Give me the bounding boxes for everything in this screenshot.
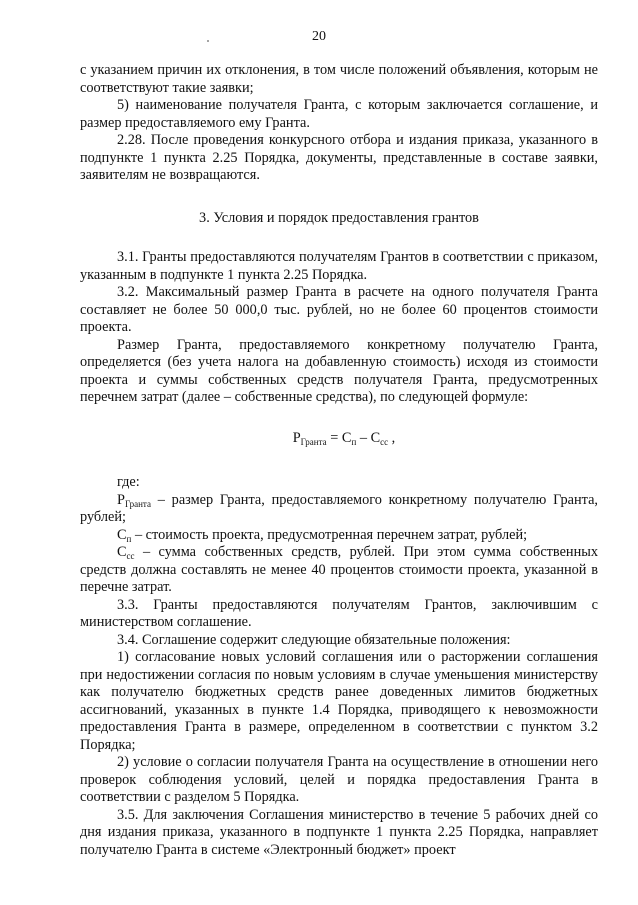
paragraph-grant-size: Размер Гранта, предоставляемого конкретному получателю Гранта, определяется (без учета налога на добавленную стоимость) исходя из стоимости проекта и суммы собственных средств получателя Гранта, предусмотренных перечнем затрат (далее – собственные средства), по следующей формуле: xyxy=(80,336,598,405)
paragraph-continuation: с указанием причин их отклонения, в том числе положений объявления, которым не соответствуют такие заявки; xyxy=(80,62,598,96)
paragraph-item-5: 5) наименование получателя Гранта, с которым заключается соглашение, и размер предоставляемого ему Гранта. xyxy=(80,97,598,131)
paragraph-3-5: 3.5. Для заключения Соглашения министерство в течение 5 рабочих дней со дня издания приказа, указанного в подпункте 1 пункта 2.25 Порядка, направляет получателю Гранта в системе «Электронный бюджет» проект xyxy=(80,806,598,858)
document-body xyxy=(80,62,598,859)
scan-speck xyxy=(207,40,209,42)
paragraph-3-3: 3.3. Гранты предоставляются получателям Грантов, заключившим с министерством соглашение. xyxy=(80,596,598,630)
paragraph-3-2: 3.2. Максимальный размер Гранта в расчете на одного получателя Гранта составляет не более 50 000,0 тыс. рублей, но не более 60 процентов стоимости проекта. xyxy=(80,284,598,335)
definition-own-funds: $С_{сс}$ – сумма собственных средств, рублей. При этом сумма собственных средств должна составлять не менее 40 процентов стоимости проекта, указанной в перечне затрат. xyxy=(80,544,598,595)
where-label: где: xyxy=(117,474,140,490)
definition-project-cost: $С_п$ – стоимость проекта, предусмотренная перечнем затрат, рублей; xyxy=(117,526,528,544)
section-heading: 3. Условия и порядок предоставления грантов xyxy=(199,209,479,226)
page-number: 20 xyxy=(312,29,326,44)
paragraph-3-1: 3.1. Гранты предоставляются получателям Грантов в соответствии с приказом, указанным в подпункте 1 пункта 2.25 Порядка. xyxy=(80,249,598,283)
paragraph-2-28: 2.28. После проведения конкурсного отбора и издания приказа, указанного в подпункте 1 пункта 2.25 Порядка, документы, представленные в составе заявки, заявителям не возвращаются. xyxy=(80,132,598,183)
definition-grant: $Р_{Гранта}$ – размер Гранта, предоставляемого конкретному получателю Гранта, рублей; xyxy=(80,491,598,525)
paragraph-item-1: 1) согласование новых условий соглашения или о расторжении соглашения при недостижении согласия по новым условиям в случае уменьшения министерству как получателю бюджетных средств ранее доведенных лимитов бюджетных ассигнований, указанных в пункте 1.4 Порядка, приводящего к невозможности предоставления Гранта в размере, определенном в соответствии с пунктом 3.2 Порядка; xyxy=(80,649,598,753)
grant-formula: $Р_{Гранта} = С_п - С_{сс}$ , xyxy=(292,429,396,447)
paragraph-3-4: 3.4. Соглашение содержит следующие обязательные положения: xyxy=(117,631,511,648)
paragraph-item-2: 2) условие о согласии получателя Гранта на осуществление в отношении него проверок соблюдения условий, целей и порядка предоставления Гранта в соответствии с разделом 5 Порядка. xyxy=(80,754,598,805)
